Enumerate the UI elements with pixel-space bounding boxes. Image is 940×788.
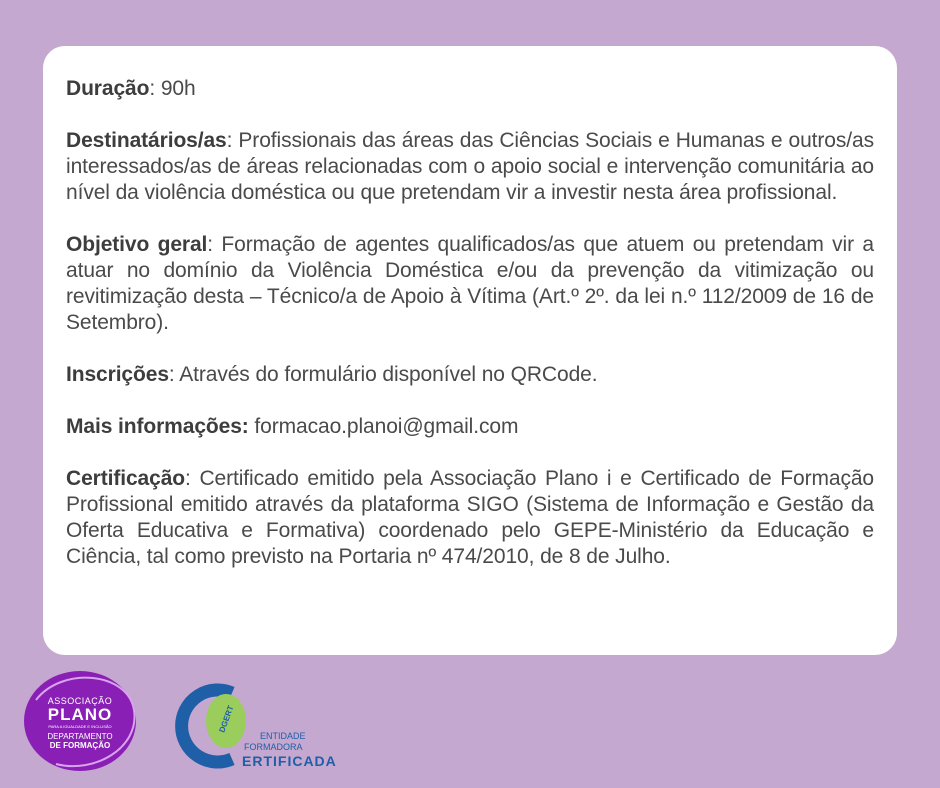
inscricoes-value: : Através do formulário disponível no QRCode. [168,363,598,386]
duracao-value: : 90h [149,77,196,100]
objetivo-label: Objetivo geral [66,233,208,256]
info-card [43,46,897,655]
plano-line5: DE FORMAÇÃO [49,741,111,750]
dgert-line1: ENTIDADE [260,731,306,741]
mais-info-paragraph [66,414,874,440]
mais-info-value: formacao.planoi@gmail.com [248,415,519,438]
plano-line4: DEPARTAMENTO [47,732,113,741]
duracao-label: Duração [66,77,150,100]
duracao-paragraph [66,76,874,102]
destinatarios-paragraph [66,128,874,206]
dgert-line3: ERTIFICADA [242,753,337,769]
certificacao-label: Certificação [66,467,186,490]
dgert-badge-text: DGERT [217,704,236,734]
plano-line3: PARA A IGUALDADE E INCLUSÃO [48,724,112,729]
mais-info-label: Mais informações: [66,415,249,438]
destinatarios-label: Destinatários/as [66,129,227,152]
plano-line1: ASSOCIAÇÃO [47,696,113,706]
inscricoes-paragraph [66,362,874,388]
plano-line2: PLANO [47,705,113,724]
plano-i-logo [22,670,138,772]
certificacao-value: : Certificado emitido pela Associação Plano i e Certificado de Formação Profissional emitido através da plataforma SIGO (Sistema de Informação e Gestão da Oferta Educativa e Formativa) coordenado pelo GEPE-Ministério da Educação e Ciência, tal como previsto na Portaria nº 474/2010, de 8 de Julho. [66,467,874,568]
dgert-line2: FORMADORA [244,742,303,752]
certificacao-paragraph [66,466,874,570]
destinatarios-value: : Profissionais das áreas das Ciências Sociais e Humanas e outros/as interessados/as de áreas relacionadas com o apoio social e intervenção comunitária ao nível da violência doméstica ou que pretendam vir a investir nesta área profissional. [66,129,874,204]
dgert-logo [166,671,337,773]
inscricoes-label: Inscrições [66,363,169,386]
objetivo-paragraph [66,232,874,336]
objetivo-value: : Formação de agentes qualificados/as que atuem ou pretendam vir a atuar no domínio da Violência Doméstica e/ou da prevenção da vitimização ou revitimização desta – Técnico/a de Apoio à Vítima (Art.º 2º. da lei n.º 112/2009 de 16 de Setembro). [66,233,874,334]
